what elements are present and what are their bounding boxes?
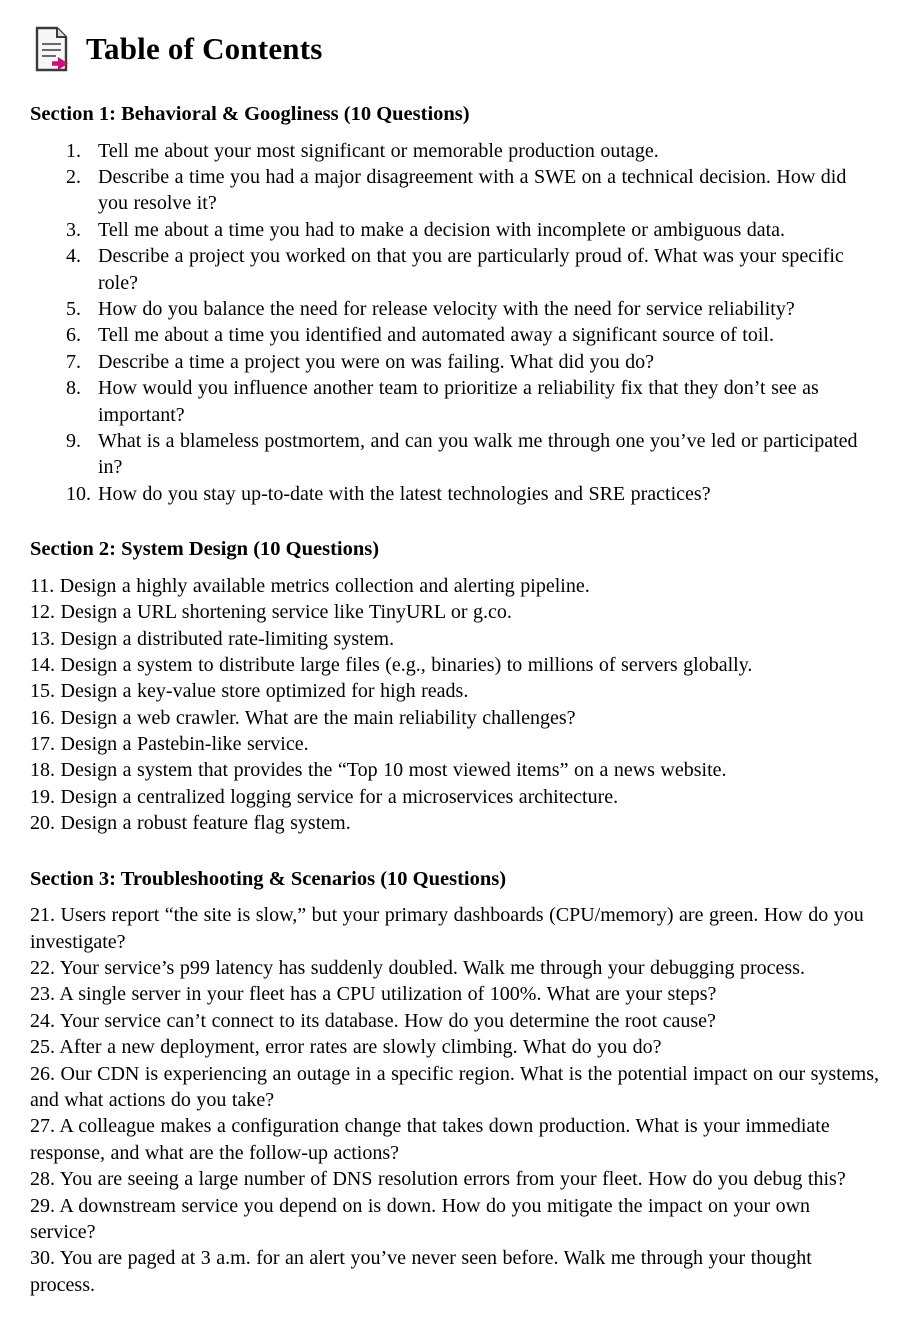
- question-item: [66, 217, 884, 243]
- question-number: 4.: [66, 245, 81, 268]
- question-list-3: [30, 902, 884, 1298]
- question-number: 6.: [66, 324, 81, 347]
- question-item: 17. Design a Pastebin-like service.: [30, 733, 309, 756]
- question-item: [66, 349, 884, 375]
- question-item: 19. Design a centralized logging service for a microservices architecture.: [30, 785, 619, 808]
- question-number: 9.: [66, 429, 81, 452]
- question-list-1: [30, 138, 884, 507]
- question-item: 15. Design a key-value store optimized for high reads.: [30, 680, 469, 703]
- question-item: 21. Users report “the site is slow,” but your primary dashboards (CPU/memory) are green. How do you investigate?: [30, 904, 864, 953]
- question-text: Tell me about a time you identified and automated away a significant source of toil.: [98, 324, 774, 347]
- question-item: 11. Design a highly available metrics collection and alerting pipeline.: [30, 574, 590, 597]
- question-item: 23. A single server in your fleet has a CPU utilization of 100%. What are your steps?: [30, 983, 717, 1006]
- section-heading-3: Section 3: Troubleshooting & Scenarios (10 Questions): [30, 867, 507, 890]
- question-item: 30. You are paged at 3 a.m. for an alert you’ve never seen before. Walk me through your thought process.: [30, 1247, 812, 1296]
- question-text: Tell me about your most significant or memorable production outage.: [98, 139, 659, 162]
- question-item: [66, 428, 884, 481]
- question-number: 1.: [66, 139, 81, 162]
- question-text: How would you influence another team to prioritize a reliability fix that they don’t see as important?: [98, 377, 819, 426]
- question-item: 27. A colleague makes a configuration change that takes down production. What is your immediate response, and what are the follow-up actions?: [30, 1115, 830, 1164]
- question-item: 22. Your service’s p99 latency has suddenly doubled. Walk me through your debugging process.: [30, 957, 805, 980]
- question-item: 14. Design a system to distribute large files (e.g., binaries) to millions of servers globally.: [30, 653, 753, 676]
- question-number: 3.: [66, 218, 81, 241]
- question-text: Describe a time you had a major disagreement with a SWE on a technical decision. How did you resolve it?: [98, 166, 847, 215]
- question-item: 29. A downstream service you depend on is down. How do you mitigate the impact on your own service?: [30, 1194, 811, 1243]
- question-item: 20. Design a robust feature flag system.: [30, 812, 351, 835]
- question-number: 7.: [66, 350, 81, 373]
- page-title: Table of Contents: [86, 31, 323, 66]
- question-text: How do you stay up-to-date with the latest technologies and SRE practices?: [98, 482, 711, 505]
- question-item: 26. Our CDN is experiencing an outage in a specific region. What is the potential impact on our systems, and what actions do you take?: [30, 1062, 879, 1111]
- question-item: [66, 138, 884, 164]
- question-text: What is a blameless postmortem, and can you walk me through one you’ve led or participated in?: [98, 429, 858, 479]
- title-row: [30, 26, 884, 72]
- question-item: 18. Design a system that provides the “Top 10 most viewed items” on a news website.: [30, 759, 727, 782]
- question-item: [66, 481, 884, 507]
- question-item: 28. You are seeing a large number of DNS resolution errors from your fleet. How do you debug this?: [30, 1168, 846, 1191]
- section-heading-1: Section 1: Behavioral & Googliness (10 Questions): [30, 103, 470, 125]
- section-heading-2: Section 2: System Design (10 Questions): [30, 538, 380, 561]
- question-text: Describe a project you worked on that you are particularly proud of. What was your specific role?: [98, 245, 844, 294]
- question-number: 2.: [66, 166, 81, 189]
- question-item: 16. Design a web crawler. What are the main reliability challenges?: [30, 706, 576, 729]
- question-item: [66, 322, 884, 348]
- question-text: Describe a time a project you were on was failing. What did you do?: [98, 350, 654, 373]
- question-item: [66, 243, 884, 296]
- question-item: 24. Your service can’t connect to its database. How do you determine the root cause?: [30, 1009, 716, 1032]
- question-text: How do you balance the need for release velocity with the need for service reliability?: [98, 297, 795, 320]
- question-item: 13. Design a distributed rate-limiting system.: [30, 627, 395, 650]
- question-number: 5.: [66, 297, 81, 320]
- question-list-2: [30, 573, 884, 837]
- question-item: [66, 164, 884, 217]
- question-item: 12. Design a URL shortening service like TinyURL or g.co.: [30, 601, 512, 624]
- question-text: Tell me about a time you had to make a decision with incomplete or ambiguous data.: [98, 218, 786, 241]
- question-item: 25. After a new deployment, error rates are slowly climbing. What do you do?: [30, 1036, 662, 1059]
- question-number: 10.: [66, 482, 91, 505]
- question-item: [66, 375, 884, 428]
- question-item: [66, 296, 884, 322]
- sections: [30, 102, 884, 1298]
- question-number: 8.: [66, 377, 81, 400]
- document-icon: [30, 26, 70, 72]
